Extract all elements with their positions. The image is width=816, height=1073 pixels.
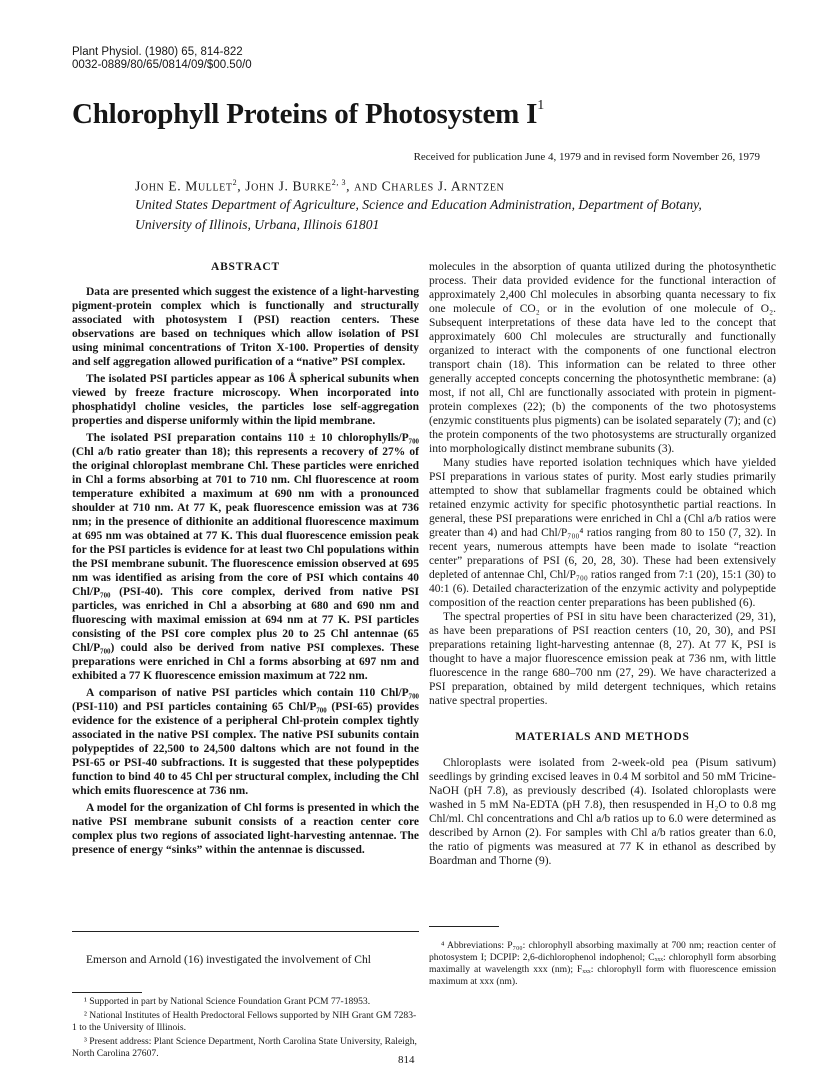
footnotes-left bbox=[72, 996, 419, 1062]
author-separator: , bbox=[237, 178, 246, 194]
author-name: John E. Mullet bbox=[135, 178, 233, 194]
journal-code: 0032-0889/80/65/0814/09/$00.50/0 bbox=[72, 59, 252, 71]
abstract-heading: ABSTRACT bbox=[210, 261, 281, 273]
footnote-abbreviations: ⁴ Abbreviations: P₇₀₀: chlorophyll absorbing maximally at 700 nm; reaction center of photosystem I; DCPIP: 2,6-dichlorophenol indophenol; Cₓₓₓ: chlorophyll form absorbing maximally at wavelength xxx (nm); Fₓₓₓ: chlorophyll form with fluorescence emission maximum at xxx (nm). bbox=[429, 940, 776, 987]
title-footnote-mark: 1 bbox=[537, 98, 545, 113]
title-text: Chlorophyll Proteins of Photosystem I bbox=[72, 98, 538, 130]
author-list bbox=[135, 178, 504, 195]
author-name: Charles J. Arntzen bbox=[381, 178, 505, 194]
received-date: Received for publication June 4, 1979 and in revised form November 26, 1979 bbox=[413, 151, 760, 163]
abstract-paragraph: The isolated PSI preparation contains 110 ± 10 chlorophylls/P₇₀₀ (Chl a/b ratio greater than 18); this represents a recovery of 27% of the original chloroplast membrane Chl. These particles were enriched in Chl a forms absorbing at 701 to 710 nm. Chl fluorescence at room temperature exhibited a maximum at 690 nm with a pronounced shoulder at 710 nm. At 77 K, peak fluorescence emission was at 736 nm; in the presence of dithionite an additional fluorescence maximum at 695 nm was obtained at 77 K. This dual fluorescence emission peak for the PSI particles is evidence for at least two Chl populations within the PSI membrane subunit. The fluorescence emission observed at 695 nm was identified as arising from the core of PSI which contains 40 Chl/P₇₀₀ (PSI-40). This core complex, derived from native PSI particles, was enriched in Chl a absorbing at 680 and 690 nm and fluorescing with maximal emission at 694 nm at 77 K. PSI particles consisting of the PSI core complex plus 20 to 25 Chl antennae (65 Chl/P₇₀₀) could also be derived from native PSI complexes. These preparations were enriched in Chl a forms absorbing at 697 nm and exhibited a 77 K fluorescence emission maximum at 722 nm. bbox=[72, 432, 419, 682]
author-mark: 2, 3 bbox=[331, 178, 347, 187]
author-mark: 2 bbox=[232, 178, 238, 187]
page-number: 814 bbox=[398, 1054, 415, 1066]
abstract-paragraph: A comparison of native PSI particles which contain 110 Chl/P₇₀₀ (PSI-110) and PSI particles containing 65 Chl/P₇₀₀ (PSI-65) provides evidence for the existence of a peripheral Chl-protein complex tightly associated in the native PSI complex. The native PSI subunits contain polypeptides of 22,500 to 24,500 daltons which are not found in the PSI-65 or PSI-40 subfractions. It is suggested that these polypeptides function to bind 40 to 45 Chl per structural complex, including the Chl which emits fluorescence at 736 nm. bbox=[72, 687, 419, 797]
footnote-divider bbox=[429, 926, 499, 927]
abstract-paragraph: Data are presented which suggest the existence of a light-harvesting pigment-protein complex which is functionally and structurally associated with photosystem I (PSI) reaction centers. These observations are based on techniques which allow isolation of PSI using minimal concentrations of Triton X-100. Properties of density and self aggregation allowed purification of a “native” PSI complex. bbox=[72, 286, 419, 368]
body-paragraph: molecules in the absorption of quanta utilized during the photosynthetic process. Their data provided evidence for the functional interaction of approximately 2,400 Chl molecules in absorbing quanta necessary to fix one molecule of CO₂ or in the evolution of one molecule of O₂. Subsequent interpretations of these data have led to the concept that approximately 600 Chl molecules are structurally and functionally organized to interact with the components of one functional electron transport chain (18). This information can be related to three other generally accepted concepts concerning the photosynthetic membrane: (a) most, if not all, Chl are functionally associated with protein in pigment-protein complexes (22); (b) the components of the two photosystems (enzymic constituents plus pigments) can be isolated separately (7); and (c) the protein components of the two photosystems are structurally organized into morphologically distinct membrane subunits (3). bbox=[429, 261, 776, 455]
abstract-column bbox=[72, 260, 419, 860]
paper-title bbox=[72, 98, 544, 131]
footnote: ² National Institutes of Health Predoctoral Fellows supported by NIH Grant GM 7283-1 to the University of Illinois. bbox=[72, 1010, 417, 1033]
body-column-right bbox=[429, 260, 776, 868]
abstract-divider bbox=[72, 931, 419, 932]
journal-header bbox=[72, 46, 252, 72]
intro-paragraph: Emerson and Arnold (16) investigated the involvement of Chl bbox=[86, 954, 371, 966]
methods-paragraph: Chloroplasts were isolated from 2-week-old pea (Pisum sativum) seedlings by grinding excised leaves in 0.4 M sorbitol and 50 mM Tricine-NaOH (pH 7.8), as previously described (4). Isolated chloroplasts were washed in 5 mM Na-EDTA (pH 7.8), then resuspended in H₂O to 0.8 mg Chl/ml. Chl concentrations and Chl a/b ratios up to 6.0 were determined as described by Arnon (2). For samples with Chl a/b ratios greater than 6.0, the ratio of pigments was measured at 77 K in ethanol as described by Boardman and Thorne (9). bbox=[429, 757, 776, 867]
abstract-paragraph: A model for the organization of Chl forms is presented in which the native PSI membrane subunit consists of a reaction center core complex plus two regions of associated light-harvesting antennae. The presence of energy “sinks” within the antennae is discussed. bbox=[72, 802, 419, 856]
author-separator: , and bbox=[346, 178, 382, 194]
abstract-paragraph: The isolated PSI particles appear as 106 Å spherical subunits when viewed by freeze fracture microscopy. When incorporated into phosphatidyl choline vesicles, the particles lose self-aggregation properties and disperse uniformly within the lipid membrane. bbox=[72, 373, 419, 427]
body-paragraph: Many studies have reported isolation techniques which have yielded PSI preparations in various states of purity. Most early studies primarily attempted to show that sublamellar fragments could be obtained which retained enzymic activity for specific photosynthetic partial reactions. In general, these PSI preparations were enriched in Chl a (Chl a/b ratios were greater than 4) and had Chl/P₇₀₀⁴ ratios ranging from 80 to 150 (7, 32). In recent years, numerous attempts have been made to isolate “reaction center” preparations of PSI (6, 20, 28, 30). These had been extensively depleted of antennae Chl, Chl/P₇₀₀ ratios ranged from 7:1 (20), 15:1 (30) to 40:1 (6). Detailed characterization of the enzymic activity and polypeptide composition of the reaction center preparations has been published (6). bbox=[429, 457, 776, 609]
affiliation: United States Department of Agriculture, Science and Education Administration, Department of Botany, University of Illinois, Urbana, Illinois 61801 bbox=[135, 197, 702, 232]
footnote: ¹ Supported in part by National Science Foundation Grant PCM 77-18953. bbox=[84, 996, 371, 1007]
footnote: ³ Present address: Plant Science Department, North Carolina State University, Raleigh, North Carolina 27607. bbox=[72, 1036, 417, 1059]
section-heading: MATERIALS AND METHODS bbox=[515, 731, 690, 743]
author-name: John J. Burke bbox=[245, 178, 332, 194]
footnote-divider bbox=[72, 992, 142, 993]
journal-citation: Plant Physiol. (1980) 65, 814-822 bbox=[72, 46, 243, 58]
body-paragraph: The spectral properties of PSI in situ have been characterized (29, 31), as have been preparations of PSI reaction centers (10, 20, 30), and PSI preparations retaining light-harvesting antennae (8, 27). At 77 K, PSI is thought to have a major fluorescence emission peak at 736 nm, with little fluorescence in the range 680–700 nm (27, 29). We have characterized a PSI preparation, obtained by mild detergent techniques, which retains native spectral properties. bbox=[429, 611, 776, 707]
